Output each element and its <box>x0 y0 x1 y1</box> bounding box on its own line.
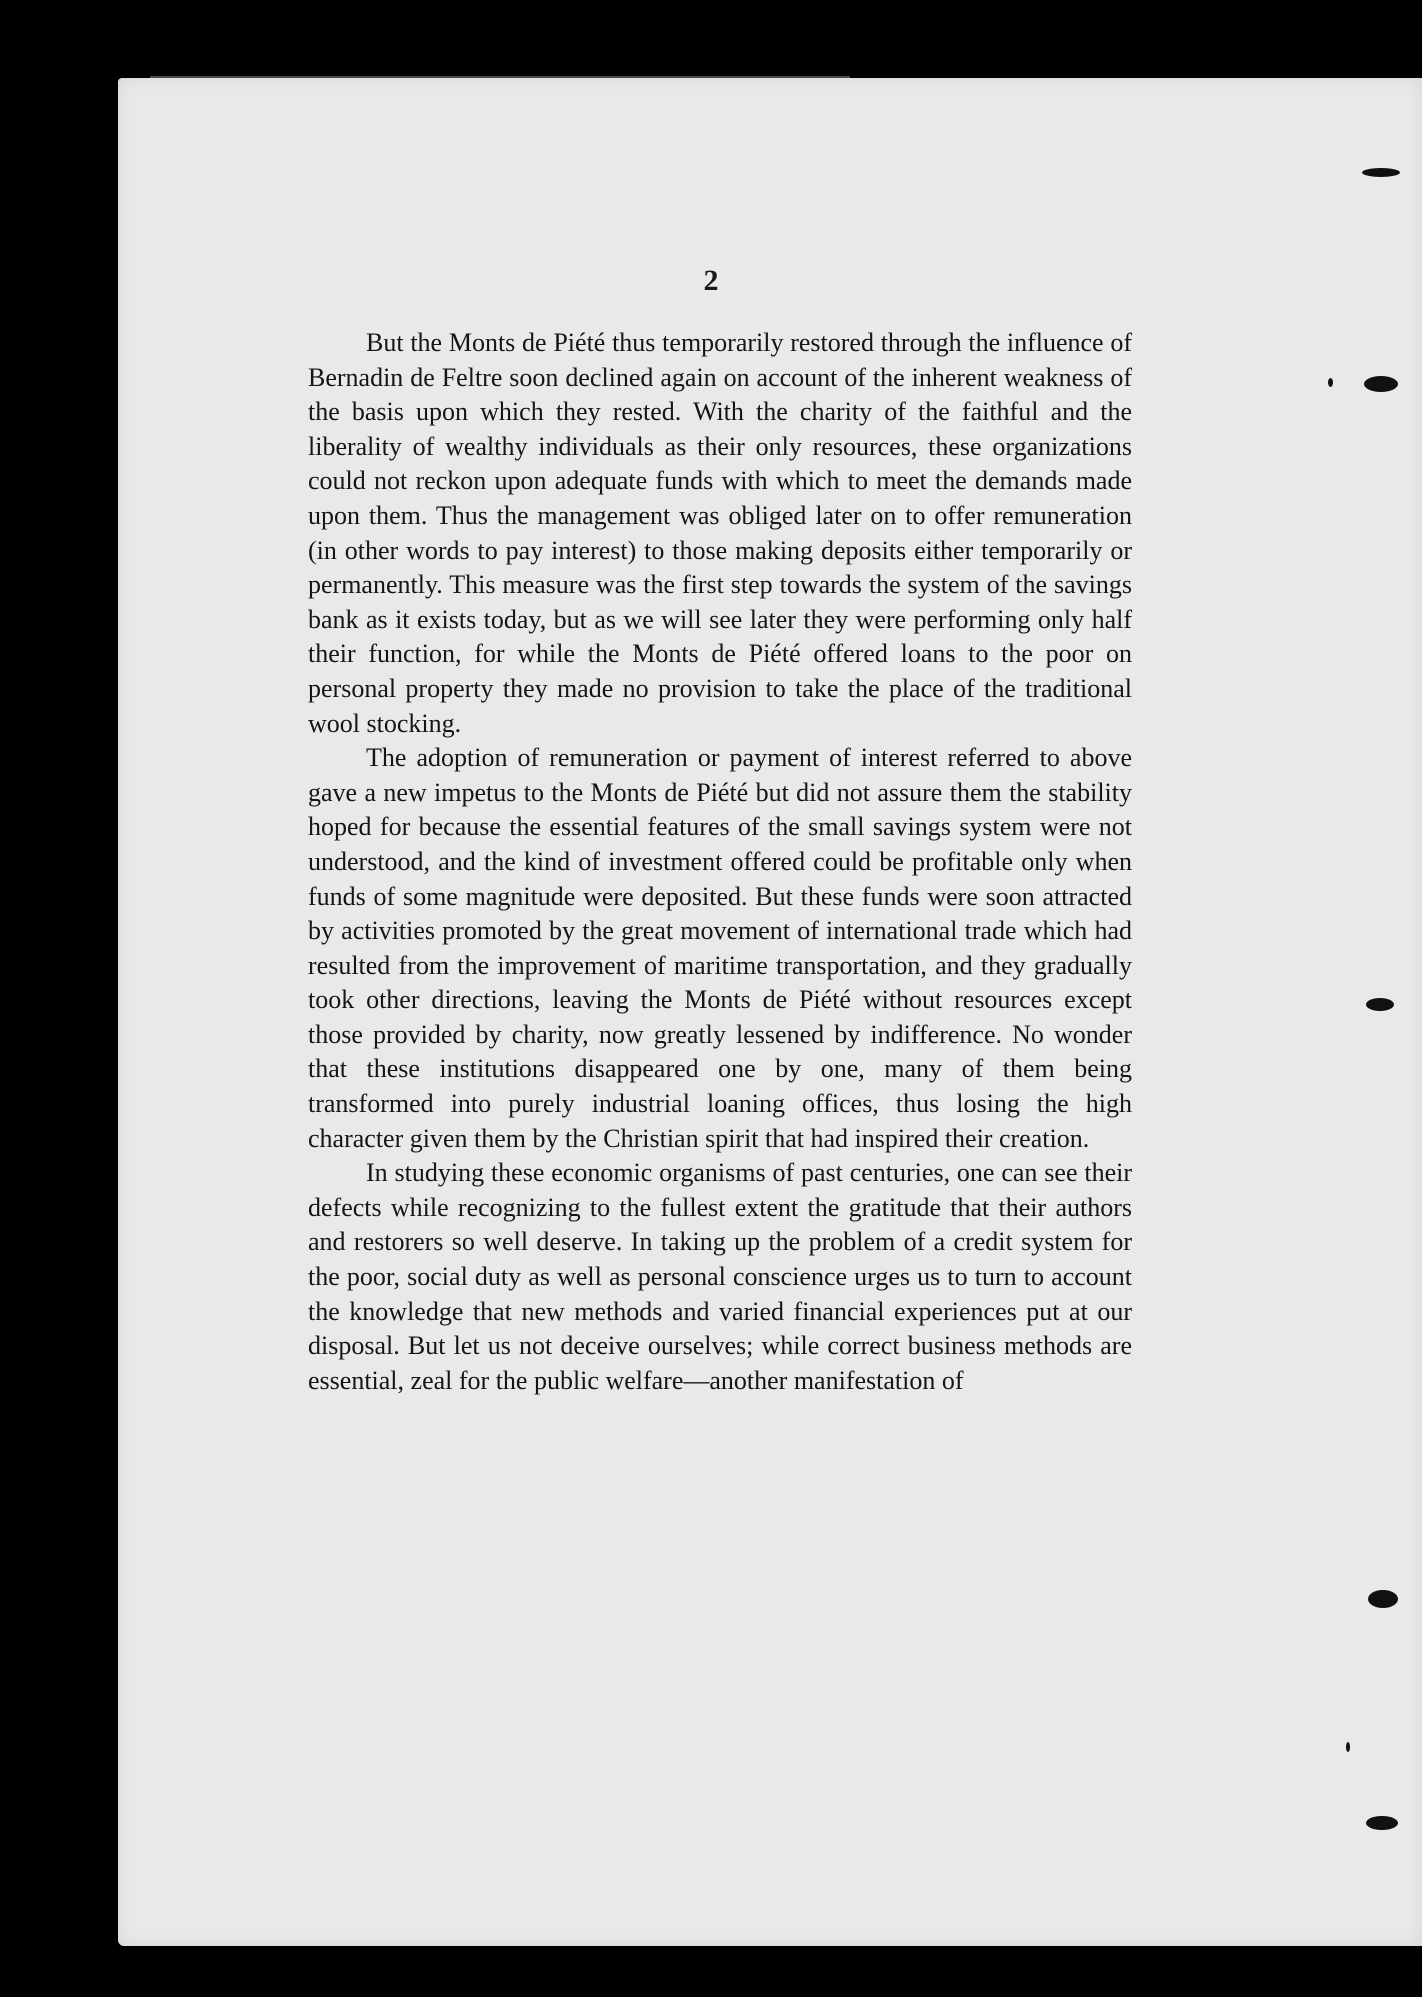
page-number: 2 <box>703 264 719 297</box>
scan-mark <box>1362 168 1400 177</box>
scan-mark <box>1364 376 1398 392</box>
scan-mark <box>1328 378 1333 387</box>
scan-mark <box>1366 998 1394 1011</box>
scan-mark <box>1366 1816 1398 1830</box>
paragraph-2: The adoption of remuneration or payment of interest referred to above gave a new impetus to the Monts de Piété but did not assure them the stability hoped for because the essential features of the small savings system were not understood, and the kind of investment offered could be profitable only when funds of some magnitude were deposited. But these funds were soon attracted by activities promoted by the great movement of international trade which had resulted from the improvement of maritime transportation, and they gradually took other directions, leaving the Monts de Piété without resources except those provided by charity, now greatly lessened by indifference. No wonder that these institutions disappeared one by one, many of them being transformed into purely industrial loaning offices, thus losing the high character given them by the Christian spirit that had inspired their creation. <box>308 743 1132 1153</box>
body-text <box>308 326 1132 1398</box>
scan-mark <box>1368 1590 1398 1608</box>
paragraph-3: In studying these economic organisms of past centuries, one can see their defects while recognizing to the fullest extent the gratitude that their authors and restorers so well deserve. In taking up the problem of a credit system for the poor, social duty as well as personal conscience urges us to turn to account the knowledge that new methods and varied financial experiences put at our disposal. But let us not deceive ourselves; while correct business methods are essential, zeal for the public welfare—another manifestation of <box>308 1158 1132 1395</box>
scan-mark <box>1346 1742 1350 1752</box>
paragraph-1: But the Monts de Piété thus temporarily restored through the influence of Bernadin de Feltre soon declined again on account of the inherent weakness of the basis upon which they rested. With the charity of the faithful and the liberality of wealthy individuals as their only resources, these organizations could not reckon upon adequate funds with which to meet the demands made upon them. Thus the management was obliged later on to offer remuneration (in other words to pay interest) to those making deposits either temporarily or permanently. This measure was the first step towards the system of the savings bank as it exists today, but as we will see later they were performing only half their function, for while the Monts de Piété offered loans to the poor on personal property they made no provision to take the place of the traditional wool stocking. <box>308 328 1132 738</box>
